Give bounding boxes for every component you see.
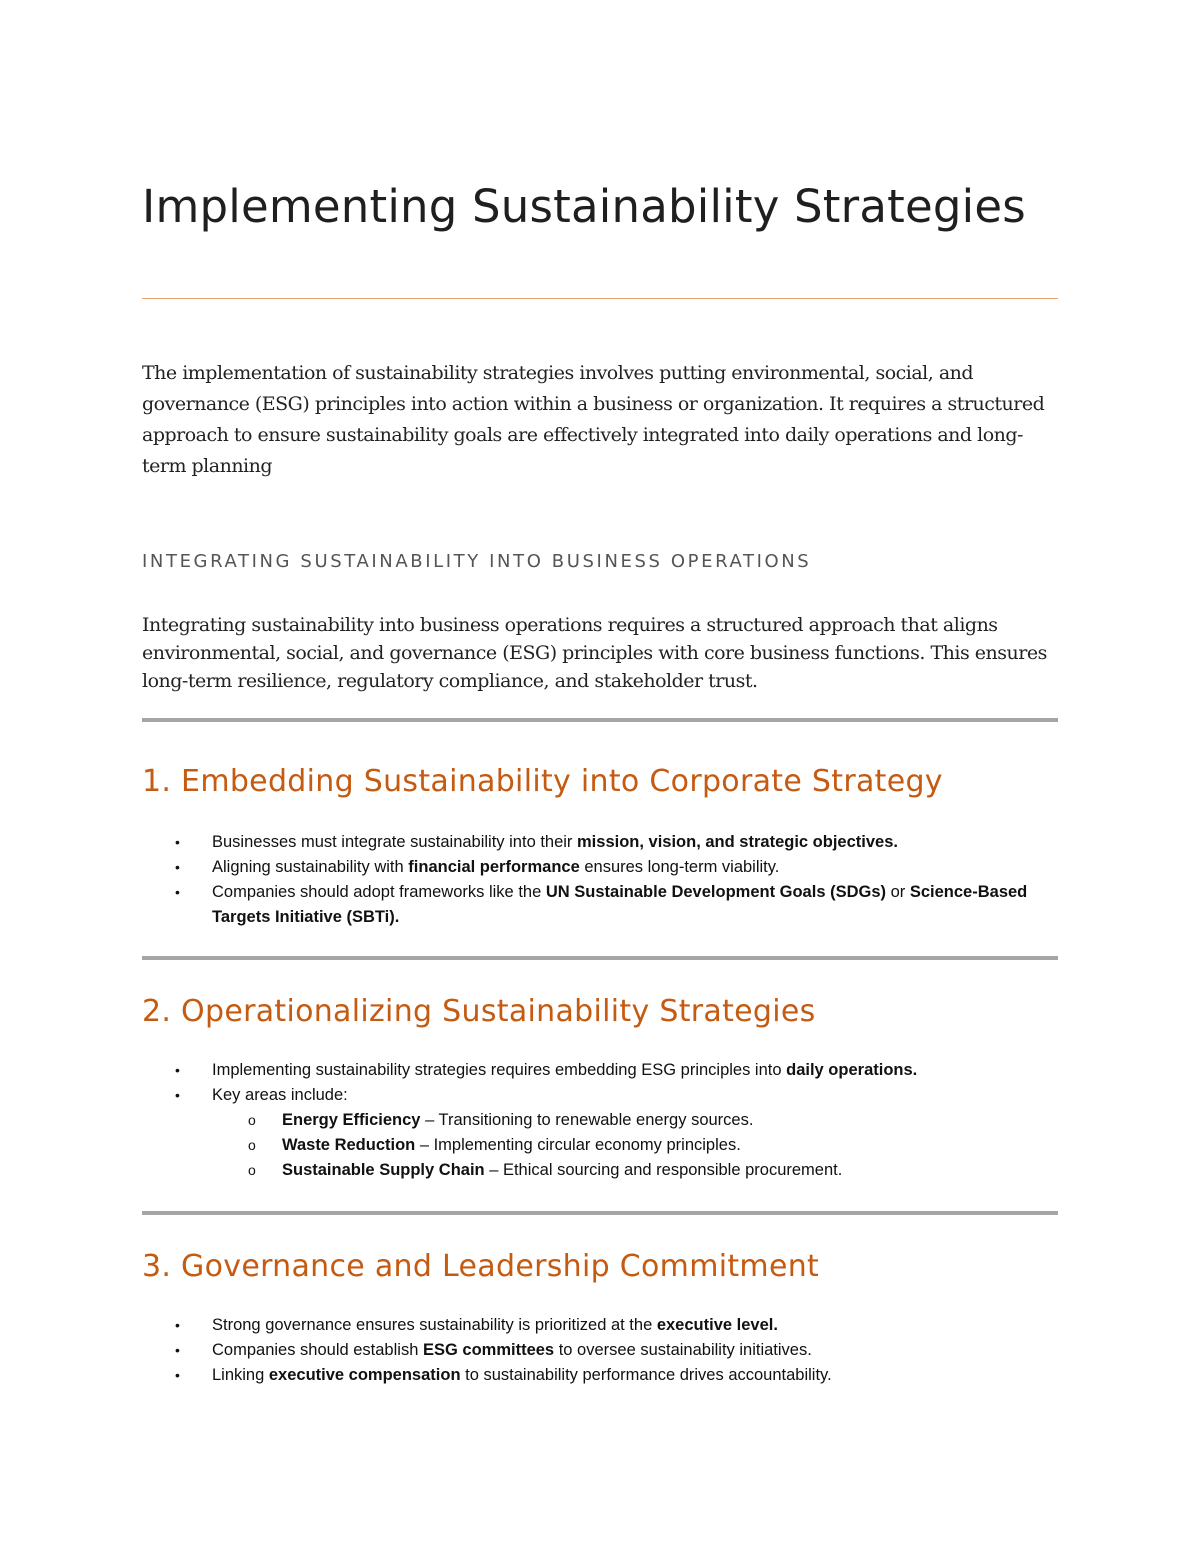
list-item: • Companies should establish ESG committees to oversee sustainability initiatives.: [142, 1338, 1058, 1363]
bullet-icon: •: [175, 834, 180, 850]
bullet-icon: •: [175, 1062, 180, 1078]
sub-list-item: o Sustainable Supply Chain – Ethical sourcing and responsible procurement.: [212, 1158, 1058, 1183]
list-item: • Key areas include: o Energy Efficiency – Transitioning to renewable energy sources. o Waste Reduction – Implementing circular economy principles. o Sustainable Supply Chain – Ethical sourcing and responsible procurement.: [142, 1083, 1058, 1183]
document-title: Implementing Sustainability Strategies: [142, 180, 1026, 233]
list-item: • Implementing sustainability strategies requires embedding ESG principles into daily operations.: [142, 1058, 1058, 1083]
section-3-list: [142, 1313, 1058, 1388]
sub-list-item: o Energy Efficiency – Transitioning to renewable energy sources.: [212, 1108, 1058, 1133]
section-2-heading: 2. Operationalizing Sustainability Strategies: [142, 994, 816, 1029]
section-2-list: [142, 1058, 1058, 1183]
section-divider: [142, 956, 1058, 960]
section-divider: [142, 1211, 1058, 1215]
integrating-paragraph: Integrating sustainability into business operations requires a structured approach that aligns environmental, social, and governance (ESG) principles with core business functions. This ensures long-term resilience, regulatory compliance, and stakeholder trust.: [142, 614, 1047, 692]
section-1-heading: 1. Embedding Sustainability into Corporate Strategy: [142, 764, 943, 799]
list-item: • Linking executive compensation to sustainability performance drives accountability.: [142, 1363, 1058, 1388]
title-underline: [142, 298, 1058, 299]
bullet-icon: •: [175, 859, 180, 875]
section-1-list: [142, 830, 1058, 930]
bullet-icon: •: [175, 1342, 180, 1358]
section-divider: [142, 718, 1058, 722]
section-subheading: INTEGRATING SUSTAINABILITY INTO BUSINESS OPERATIONS: [142, 551, 812, 572]
bullet-icon: •: [175, 1367, 180, 1383]
sub-bullet-icon: o: [248, 1112, 256, 1128]
intro-paragraph: The implementation of sustainability strategies involves putting environmental, social, and governance (ESG) principles into action within a business or organization. It requires a structured approach to ensure sustainability goals are effectively integrated into daily operations and long-term planning: [142, 362, 1045, 477]
bullet-icon: •: [175, 884, 180, 900]
sub-bullet-icon: o: [248, 1137, 256, 1153]
key-areas-sublist: [212, 1108, 1058, 1183]
list-item: • Strong governance ensures sustainability is prioritized at the executive level.: [142, 1313, 1058, 1338]
bullet-icon: •: [175, 1317, 180, 1333]
list-item: • Aligning sustainability with financial performance ensures long-term viability.: [142, 855, 1058, 880]
list-item: • Companies should adopt frameworks like the UN Sustainable Development Goals (SDGs) or Science-Based Targets Initiative (SBTi).: [142, 880, 1058, 930]
bullet-icon: •: [175, 1087, 180, 1103]
section-3-heading: 3. Governance and Leadership Commitment: [142, 1249, 820, 1284]
sub-list-item: o Waste Reduction – Implementing circular economy principles.: [212, 1133, 1058, 1158]
list-item: • Businesses must integrate sustainability into their mission, vision, and strategic objectives.: [142, 830, 1058, 855]
sub-bullet-icon: o: [248, 1162, 256, 1178]
